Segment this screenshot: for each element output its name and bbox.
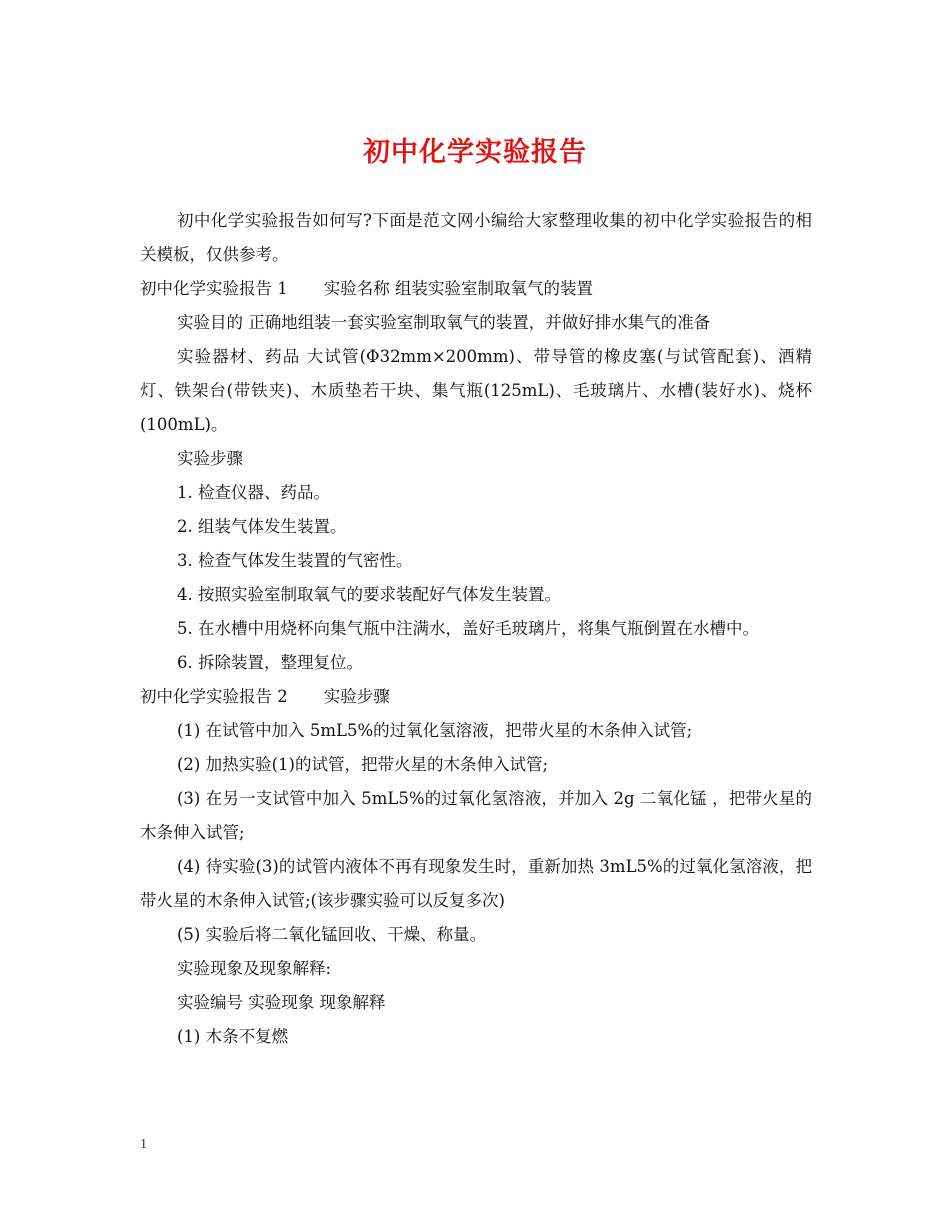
report1-purpose: 实验目的 正确地组装一套实验室制取氧气的装置，并做好排水集气的准备	[177, 313, 711, 332]
report1-steps-label: 实验步骤	[177, 449, 243, 468]
report2-table-header: 实验编号 实验现象 现象解释	[177, 993, 386, 1012]
report1-step: 6. 拆除装置，整理复位。	[177, 653, 363, 672]
page-number: 1	[140, 1137, 147, 1152]
report2-steps-label: 实验步骤	[323, 687, 390, 706]
document-body	[140, 204, 812, 1054]
report1-experiment-name: 实验名称 组装实验室制取氧气的装置	[323, 279, 593, 298]
report1-step: 1. 检查仪器、药品。	[177, 483, 330, 502]
report1-heading-line	[140, 272, 812, 306]
report1-heading: 初中化学实验报告 1	[140, 279, 288, 298]
report2-step: (5) 实验后将二氧化锰回收、干燥、称量。	[177, 925, 487, 944]
document-title: 初中化学实验报告	[363, 137, 587, 168]
report1-step: 4. 按照实验室制取氧气的要求装配好气体发生装置。	[177, 585, 561, 604]
report2-step: (2) 加热实验(1)的试管，把带火星的木条伸入试管;	[177, 755, 549, 774]
report2-table-row: (1) 木条不复燃	[177, 1027, 289, 1046]
report1-equipment: 实验器材、药品 大试管(Φ32mm×200mm)、带导管的橡皮塞(与试管配套)、酒精灯、铁架台(带铁夹)、木质垫若干块、集气瓶(125mL)、毛玻璃片、水槽(装好水)、烧杯(100mL)。	[140, 347, 812, 434]
report1-step: 3. 检查气体发生装置的气密性。	[177, 551, 413, 570]
report1-step: 2. 组装气体发生装置。	[177, 517, 347, 536]
report1-step: 5. 在水槽中用烧杯向集气瓶中注满水，盖好毛玻璃片，将集气瓶倒置在水槽中。	[177, 619, 759, 638]
intro-paragraph: 初中化学实验报告如何写?下面是范文网小编给大家整理收集的初中化学实验报告的相关模板，仅供参考。	[140, 211, 812, 264]
report2-heading: 初中化学实验报告 2	[140, 687, 288, 706]
report2-step: (4) 待实验(3)的试管内液体不再有现象发生时，重新加热 3mL5%的过氧化氢溶液，把带火星的木条伸入试管;(该步骤实验可以反复多次)	[140, 857, 812, 910]
report2-phenomena-label: 实验现象及现象解释:	[177, 959, 332, 978]
report2-step: (1) 在试管中加入 5mL5%的过氧化氢溶液，把带火星的木条伸入试管;	[177, 721, 693, 740]
report2-step: (3) 在另一支试管中加入 5mL5%的过氧化氢溶液，并加入 2g 二氧化锰 ，把带火星的木条伸入试管;	[140, 789, 812, 842]
report2-heading-line	[140, 680, 812, 714]
